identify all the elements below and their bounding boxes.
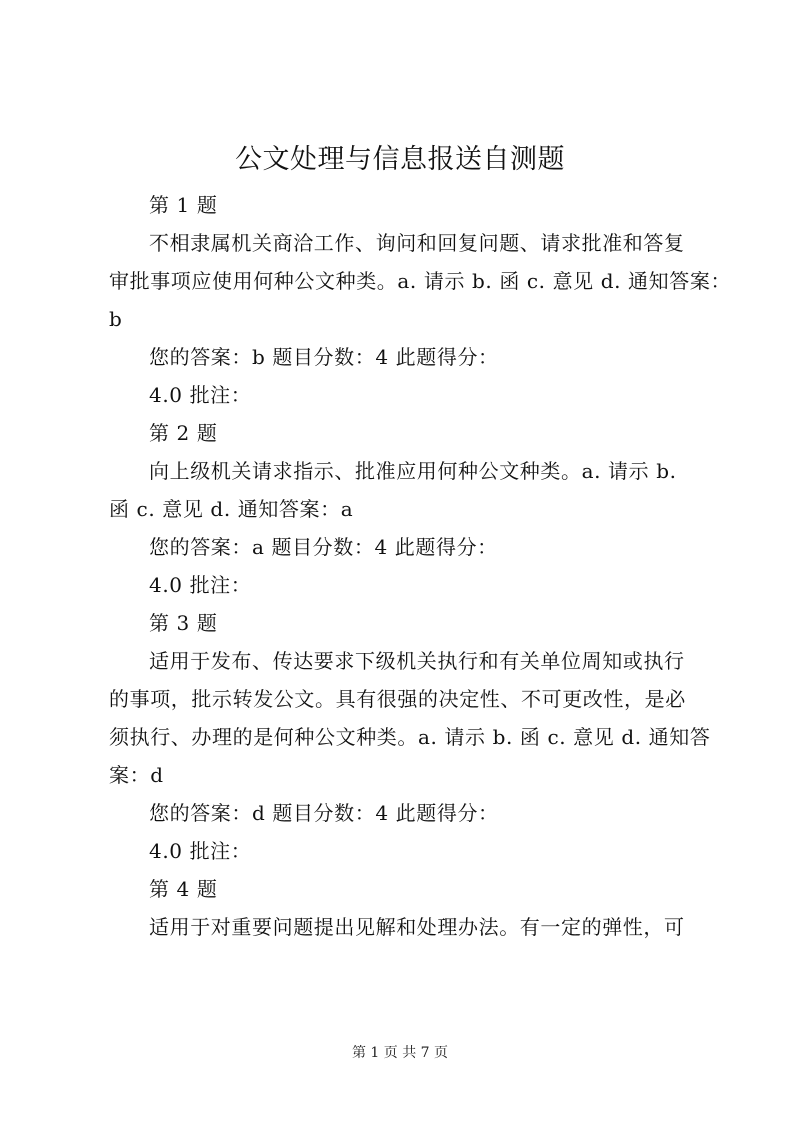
question-3-comment-line: 4.0 批注： xyxy=(149,839,252,863)
question-1-comment-line: 4.0 批注： xyxy=(149,383,252,407)
question-1-text-line: 不相隶属机关商洽工作、询问和回复问题、请求批准和答复 xyxy=(149,231,685,255)
question-3-heading: 第 3 题 xyxy=(149,611,218,635)
question-1-text-line: 审批事项应使用何种公文种类。a. 请示 b. 函 c. 意见 d. 通知答案： xyxy=(109,269,732,293)
question-3-text-line: 须执行、办理的是何种公文种类。a. 请示 b. 函 c. 意见 d. 通知答 xyxy=(109,725,711,749)
question-3-text-line: 的事项，批示转发公文。具有很强的决定性、不可更改性，是必 xyxy=(109,687,686,711)
page-footer: 第 1 页 共 7 页 xyxy=(351,1045,449,1061)
question-1-score-line: 您的答案：b 题目分数：4 此题得分： xyxy=(149,345,499,369)
question-2-text-line: 函 c. 意见 d. 通知答案：a xyxy=(109,497,354,521)
question-2-comment-line: 4.0 批注： xyxy=(149,573,252,597)
question-3-text-line: 适用于发布、传达要求下级机关执行和有关单位周知或执行 xyxy=(149,649,685,673)
question-4-heading: 第 4 题 xyxy=(149,877,218,901)
document-title: 公文处理与信息报送自测题 xyxy=(235,144,565,175)
question-2-text-line: 向上级机关请求指示、批准应用何种公文种类。a. 请示 b. xyxy=(149,459,677,483)
question-4-text-line: 适用于对重要问题提出见解和处理办法。有一定的弹性，可 xyxy=(149,915,685,939)
question-1-heading: 第 1 题 xyxy=(149,193,218,217)
question-3-score-line: 您的答案：d 题目分数：4 此题得分： xyxy=(149,801,499,825)
document-body xyxy=(109,186,732,946)
question-2-heading: 第 2 题 xyxy=(149,421,218,445)
question-1-answer-line: b xyxy=(109,307,123,331)
question-2-score-line: 您的答案：a 题目分数：4 此题得分： xyxy=(149,535,498,559)
question-3-answer-line: 案：d xyxy=(109,763,164,787)
